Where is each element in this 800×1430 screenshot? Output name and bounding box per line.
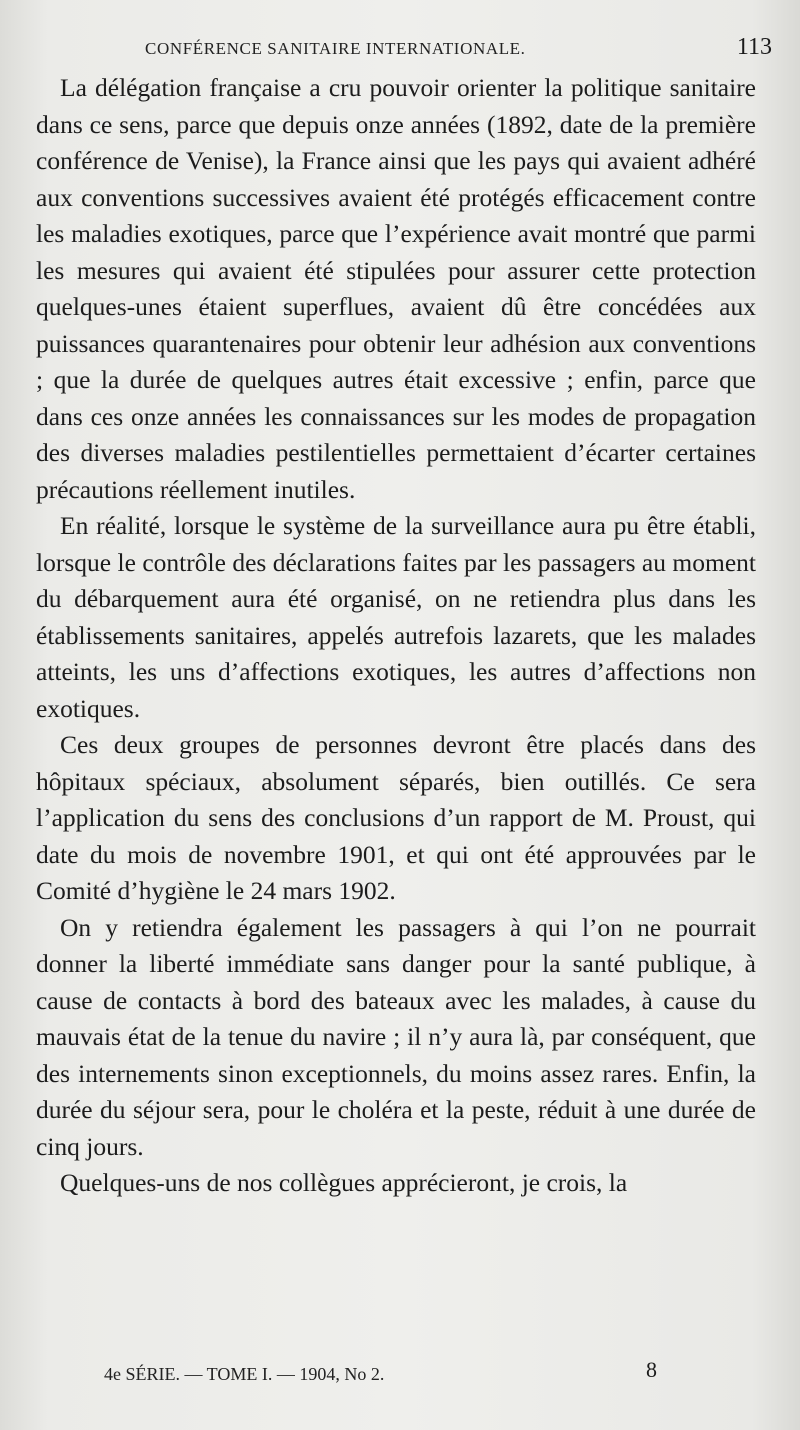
paragraph: En réalité, lorsque le système de la surveillance aura pu être établi, lorsque le contrôle des déclarations faites par les passagers au moment du débarquement aura été organisé, on ne retiendra plus dans les établissements sanitaires, appelés autrefois lazarets, que les malades atteints, les uns d’affections exotiques, les autres d’affections non exotiques. [36, 511, 756, 723]
paragraph: On y retiendra également les passagers à qui l’on ne pourrait donner la liberté immédiate sans danger pour la santé publique, à cause de contacts à bord des bateaux avec les malades, à cause du mauvais état de la tenue du navire ; il n’y aura là, par conséquent, que des internements sinon exceptionnels, du moins assez rares. Enfin, la durée du séjour sera, pour le choléra et la peste, réduit à une durée de cinq jours. [36, 912, 756, 1161]
paragraph: Ces deux groupes de personnes devront être placés dans des hôpitaux spéciaux, absolument séparés, bien outillés. Ce sera l’application du sens des conclusions d’un rapport de M. Proust, qui date du mois de novembre 1901, et qui ont été approuvées par le Comité d’hygiène le 24 mars 1902. [36, 730, 756, 905]
page-number: 113 [736, 34, 772, 60]
running-title: CONFÉRENCE SANITAIRE INTERNATIONALE. [145, 39, 526, 58]
paragraph: La délégation française a cru pouvoir orienter la politique sanitaire dans ce sens, parce que depuis onze années (1892, date de la première conférence de Venise), la France ainsi que les pays qui avaient adhéré aux conventions successives avaient été protégés efficacement contre les maladies exotiques, parce que l’expérience avait montré que parmi les mesures qui avaient été stipulées pour assurer cette protection quelques-unes étaient superflues, avaient dû être concédées aux puissances quarantenaires pour obtenir leur adhésion aux conventions ; que la durée de quelques autres était excessive ; enfin, parce que dans ces onze années les connaissances sur les modes de propagation des diverses maladies pestilentielles permettaient d’écarter certaines précautions réellement inutiles. [36, 73, 756, 504]
footer-series-line: 4e SÉRIE. — TOME I. — 1904, No 2. [104, 1364, 385, 1384]
body-text [36, 70, 756, 1202]
page-header [145, 34, 772, 64]
signature-mark: 8 [646, 1357, 657, 1382]
paragraph: Quelques-uns de nos collègues apprécieront, je crois, la [60, 1168, 628, 1197]
